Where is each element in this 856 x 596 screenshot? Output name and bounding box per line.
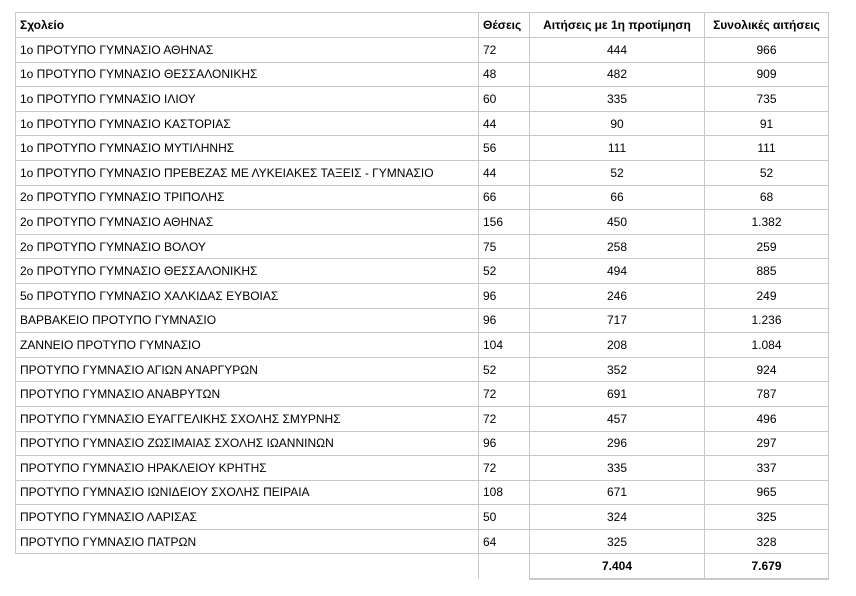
table-row <box>16 259 829 284</box>
cell-total-applications: 1.236 <box>705 308 829 333</box>
cell-first-preference: 324 <box>530 505 705 530</box>
cell-positions: 108 <box>479 480 530 505</box>
header-school: Σχολείο <box>16 13 479 38</box>
cell-school: ΠΡΟΤΥΠΟ ΓΥΜΝΑΣΙΟ ΑΝΑΒΡΥΤΩΝ <box>16 382 479 407</box>
table-row <box>16 357 829 382</box>
cell-total-applications: 965 <box>705 480 829 505</box>
cell-first-preference: 296 <box>530 431 705 456</box>
cell-school: 5ο ΠΡΟΤΥΠΟ ΓΥΜΝΑΣΙΟ ΧΑΛΚΙΔΑΣ ΕΥΒΟΙΑΣ <box>16 283 479 308</box>
totals-blank-positions <box>479 554 530 580</box>
table-row <box>16 505 829 530</box>
cell-positions: 52 <box>479 259 530 284</box>
header-positions: Θέσεις <box>479 13 530 38</box>
header-first-preference: Αιτήσεις με 1η προτίμηση <box>530 13 705 38</box>
cell-first-preference: 208 <box>530 333 705 358</box>
cell-positions: 96 <box>479 283 530 308</box>
cell-total-applications: 68 <box>705 185 829 210</box>
cell-first-preference: 335 <box>530 456 705 481</box>
table-row <box>16 38 829 63</box>
cell-school: 1ο ΠΡΟΤΥΠΟ ΓΥΜΝΑΣΙΟ ΜΥΤΙΛΗΝΗΣ <box>16 136 479 161</box>
cell-school: ΒΑΡΒΑΚΕΙΟ ΠΡΟΤΥΠΟ ΓΥΜΝΑΣΙΟ <box>16 308 479 333</box>
cell-first-preference: 90 <box>530 111 705 136</box>
cell-positions: 60 <box>479 87 530 112</box>
cell-first-preference: 691 <box>530 382 705 407</box>
cell-positions: 156 <box>479 210 530 235</box>
totals-row <box>16 554 829 580</box>
table-row <box>16 308 829 333</box>
cell-first-preference: 111 <box>530 136 705 161</box>
cell-positions: 72 <box>479 406 530 431</box>
applications-table <box>15 12 829 580</box>
table-row <box>16 382 829 407</box>
cell-total-applications: 909 <box>705 62 829 87</box>
cell-school: ΠΡΟΤΥΠΟ ΓΥΜΝΑΣΙΟ ΕΥΑΓΓΕΛΙΚΗΣ ΣΧΟΛΗΣ ΣΜΥΡΝΗΣ <box>16 406 479 431</box>
cell-first-preference: 457 <box>530 406 705 431</box>
cell-school: ΠΡΟΤΥΠΟ ΓΥΜΝΑΣΙΟ ΛΑΡΙΣΑΣ <box>16 505 479 530</box>
table-row <box>16 333 829 358</box>
cell-total-applications: 966 <box>705 38 829 63</box>
cell-positions: 72 <box>479 382 530 407</box>
cell-total-applications: 91 <box>705 111 829 136</box>
cell-first-preference: 325 <box>530 529 705 554</box>
table-row <box>16 406 829 431</box>
table-row <box>16 234 829 259</box>
cell-school: ΠΡΟΤΥΠΟ ΓΥΜΝΑΣΙΟ ΑΓΙΩΝ ΑΝΑΡΓΥΡΩΝ <box>16 357 479 382</box>
cell-positions: 104 <box>479 333 530 358</box>
table-row <box>16 480 829 505</box>
cell-first-preference: 352 <box>530 357 705 382</box>
table-row <box>16 185 829 210</box>
cell-total-applications: 259 <box>705 234 829 259</box>
cell-first-preference: 450 <box>530 210 705 235</box>
cell-total-applications: 328 <box>705 529 829 554</box>
total-first-preference: 7.404 <box>530 554 705 580</box>
cell-total-applications: 885 <box>705 259 829 284</box>
cell-school: 2ο ΠΡΟΤΥΠΟ ΓΥΜΝΑΣΙΟ ΒΟΛΟΥ <box>16 234 479 259</box>
cell-first-preference: 482 <box>530 62 705 87</box>
cell-positions: 64 <box>479 529 530 554</box>
table-row <box>16 431 829 456</box>
table-row <box>16 136 829 161</box>
table-row <box>16 62 829 87</box>
cell-positions: 96 <box>479 308 530 333</box>
cell-first-preference: 717 <box>530 308 705 333</box>
table-body <box>16 38 829 554</box>
cell-total-applications: 297 <box>705 431 829 456</box>
cell-school: 1ο ΠΡΟΤΥΠΟ ΓΥΜΝΑΣΙΟ ΘΕΣΣΑΛΟΝΙΚΗΣ <box>16 62 479 87</box>
cell-positions: 66 <box>479 185 530 210</box>
table-row <box>16 456 829 481</box>
cell-school: 2ο ΠΡΟΤΥΠΟ ΓΥΜΝΑΣΙΟ ΘΕΣΣΑΛΟΝΙΚΗΣ <box>16 259 479 284</box>
cell-total-applications: 249 <box>705 283 829 308</box>
cell-positions: 56 <box>479 136 530 161</box>
cell-total-applications: 52 <box>705 160 829 185</box>
cell-positions: 52 <box>479 357 530 382</box>
header-total-applications: Συνολικές αιτήσεις <box>705 13 829 38</box>
cell-first-preference: 494 <box>530 259 705 284</box>
cell-school: 1ο ΠΡΟΤΥΠΟ ΓΥΜΝΑΣΙΟ ΠΡΕΒΕΖΑΣ ΜΕ ΛΥΚΕΙΑΚΕΣ ΤΑΞΕΙΣ - ΓΥΜΝΑΣΙΟ <box>16 160 479 185</box>
cell-school: 1ο ΠΡΟΤΥΠΟ ΓΥΜΝΑΣΙΟ ΙΛΙΟΥ <box>16 87 479 112</box>
cell-first-preference: 66 <box>530 185 705 210</box>
cell-school: ΠΡΟΤΥΠΟ ΓΥΜΝΑΣΙΟ ΗΡΑΚΛΕΙΟΥ ΚΡΗΤΗΣ <box>16 456 479 481</box>
cell-first-preference: 246 <box>530 283 705 308</box>
cell-first-preference: 52 <box>530 160 705 185</box>
cell-total-applications: 924 <box>705 357 829 382</box>
cell-total-applications: 337 <box>705 456 829 481</box>
header-row <box>16 13 829 38</box>
cell-school: ΠΡΟΤΥΠΟ ΓΥΜΝΑΣΙΟ ΙΩΝΙΔΕΙΟΥ ΣΧΟΛΗΣ ΠΕΙΡΑΙΑ <box>16 480 479 505</box>
cell-total-applications: 111 <box>705 136 829 161</box>
cell-positions: 44 <box>479 111 530 136</box>
cell-positions: 50 <box>479 505 530 530</box>
table-row <box>16 283 829 308</box>
cell-first-preference: 258 <box>530 234 705 259</box>
table-row <box>16 529 829 554</box>
cell-total-applications: 787 <box>705 382 829 407</box>
table-row <box>16 111 829 136</box>
cell-total-applications: 1.382 <box>705 210 829 235</box>
cell-school: 1ο ΠΡΟΤΥΠΟ ΓΥΜΝΑΣΙΟ ΚΑΣΤΟΡΙΑΣ <box>16 111 479 136</box>
cell-total-applications: 1.084 <box>705 333 829 358</box>
cell-positions: 72 <box>479 456 530 481</box>
total-applications: 7.679 <box>705 554 829 580</box>
cell-school: 2ο ΠΡΟΤΥΠΟ ΓΥΜΝΑΣΙΟ ΑΘΗΝΑΣ <box>16 210 479 235</box>
cell-school: ΖΑΝΝΕΙΟ ΠΡΟΤΥΠΟ ΓΥΜΝΑΣΙΟ <box>16 333 479 358</box>
table-row <box>16 160 829 185</box>
table-row <box>16 210 829 235</box>
cell-positions: 96 <box>479 431 530 456</box>
cell-first-preference: 335 <box>530 87 705 112</box>
cell-positions: 44 <box>479 160 530 185</box>
table-row <box>16 87 829 112</box>
cell-school: 2ο ΠΡΟΤΥΠΟ ΓΥΜΝΑΣΙΟ ΤΡΙΠΟΛΗΣ <box>16 185 479 210</box>
cell-school: 1ο ΠΡΟΤΥΠΟ ΓΥΜΝΑΣΙΟ ΑΘΗΝΑΣ <box>16 38 479 63</box>
cell-total-applications: 325 <box>705 505 829 530</box>
cell-first-preference: 671 <box>530 480 705 505</box>
cell-school: ΠΡΟΤΥΠΟ ΓΥΜΝΑΣΙΟ ΠΑΤΡΩΝ <box>16 529 479 554</box>
cell-positions: 75 <box>479 234 530 259</box>
cell-school: ΠΡΟΤΥΠΟ ΓΥΜΝΑΣΙΟ ΖΩΣΙΜΑΙΑΣ ΣΧΟΛΗΣ ΙΩΑΝΝΙΝΩΝ <box>16 431 479 456</box>
cell-total-applications: 735 <box>705 87 829 112</box>
cell-positions: 72 <box>479 38 530 63</box>
cell-total-applications: 496 <box>705 406 829 431</box>
document-page <box>15 12 829 580</box>
cell-positions: 48 <box>479 62 530 87</box>
cell-first-preference: 444 <box>530 38 705 63</box>
totals-blank-school <box>16 554 479 580</box>
